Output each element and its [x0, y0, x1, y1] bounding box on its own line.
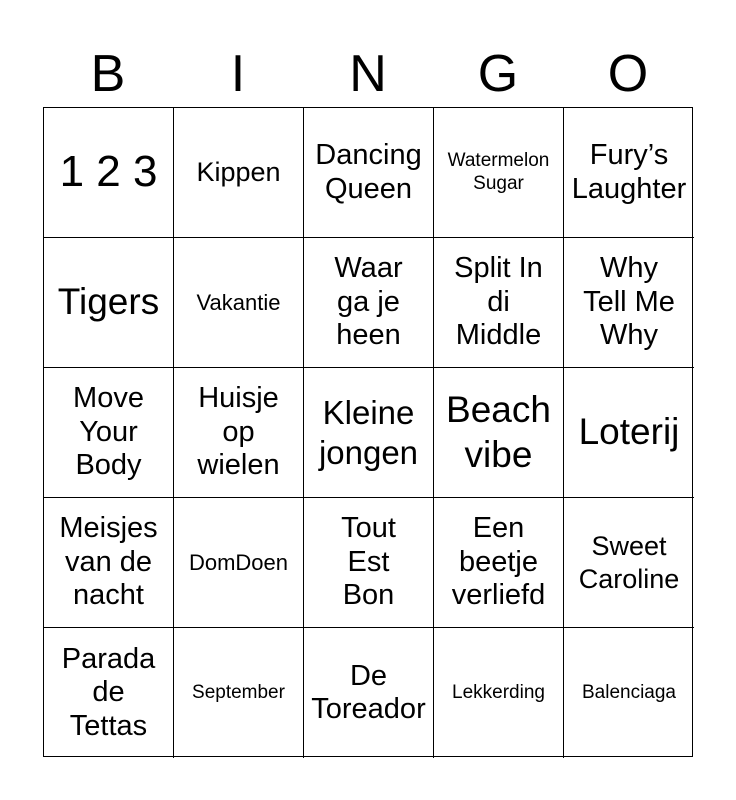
bingo-board	[43, 107, 693, 757]
bingo-cell[interactable]: De Toreador	[304, 628, 434, 758]
bingo-cell[interactable]: Move Your Body	[44, 368, 174, 498]
header-letter-g: G	[477, 45, 519, 103]
header-letter-n: N	[349, 45, 387, 103]
bingo-cell[interactable]: Meisjes van de nacht	[44, 498, 174, 628]
bingo-cell[interactable]: Sweet Caroline	[564, 498, 694, 628]
bingo-cell[interactable]: Split In di Middle	[434, 238, 564, 368]
bingo-cell[interactable]: Lekkerding	[434, 628, 564, 758]
bingo-cell[interactable]: Beach vibe	[434, 368, 564, 498]
header-letter-b: B	[90, 45, 126, 103]
bingo-cell[interactable]: Kippen	[174, 108, 304, 238]
bingo-cell[interactable]: Waar ga je heen	[304, 238, 434, 368]
bingo-cell[interactable]: Huisje op wielen	[174, 368, 304, 498]
bingo-cell[interactable]: Parada de Tettas	[44, 628, 174, 758]
bingo-cell[interactable]: Vakantie	[174, 238, 304, 368]
bingo-cell[interactable]: 1 2 3	[44, 108, 174, 238]
bingo-cell[interactable]: DomDoen	[174, 498, 304, 628]
bingo-cell[interactable]: Tout Est Bon	[304, 498, 434, 628]
bingo-cell[interactable]: September	[174, 628, 304, 758]
bingo-cell[interactable]: Tigers	[44, 238, 174, 368]
bingo-cell[interactable]: Balenciaga	[581, 681, 677, 703]
bingo-cell[interactable]: Fury’s Laughter	[564, 108, 694, 238]
header-letter-o: O	[607, 45, 649, 103]
header-letter-i: I	[230, 45, 246, 103]
bingo-cell[interactable]: Kleine jongen	[304, 368, 434, 498]
bingo-cell[interactable]: Why Tell Me Why	[564, 238, 694, 368]
bingo-cell[interactable]: Dancing Queen	[304, 108, 434, 238]
bingo-cell[interactable]: Watermelon Sugar	[434, 108, 564, 238]
bingo-cell[interactable]: Loterij	[564, 368, 694, 498]
bingo-cell[interactable]: Een beetje verliefd	[434, 498, 564, 628]
bingo-header	[43, 40, 693, 108]
